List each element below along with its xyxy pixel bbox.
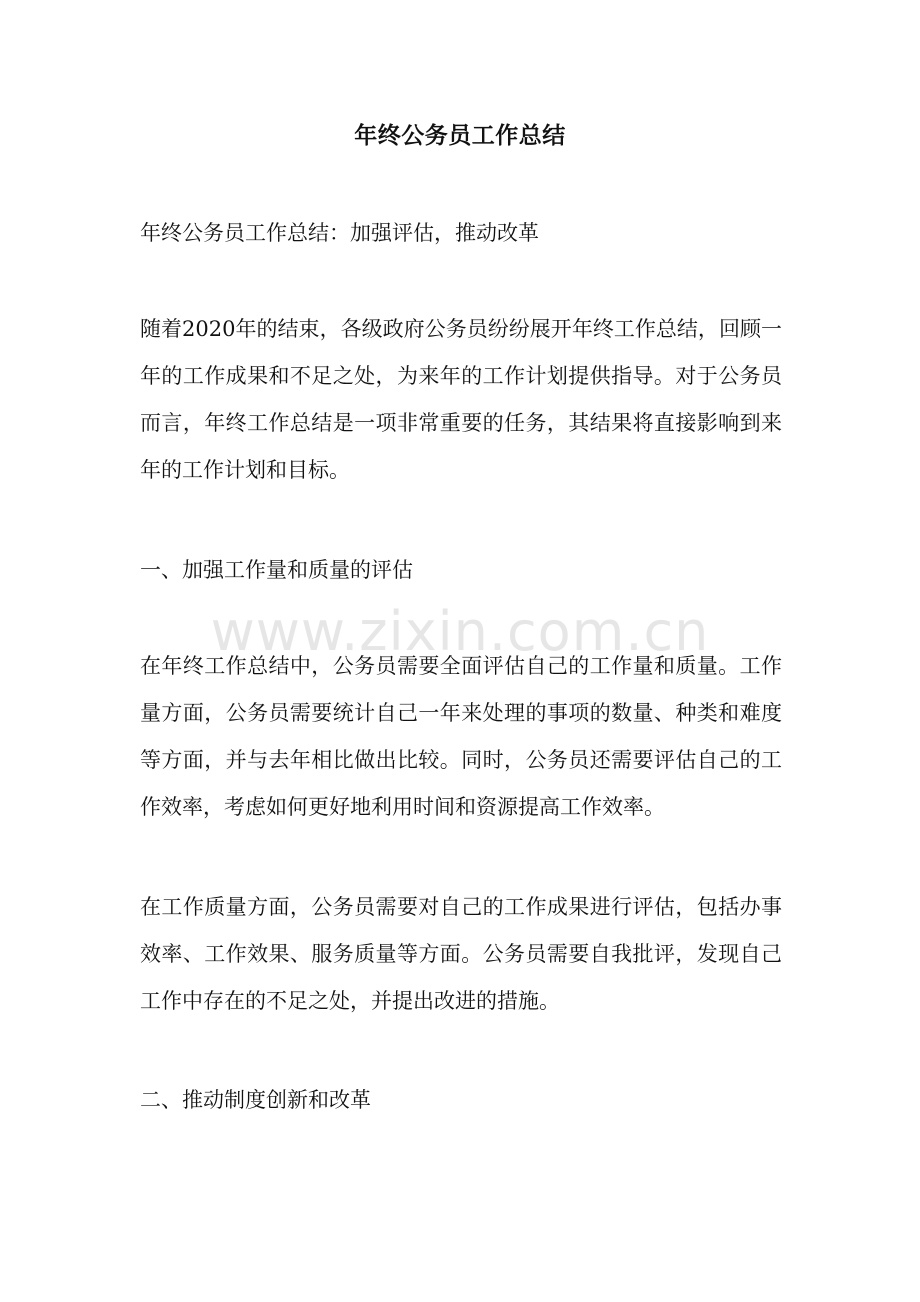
document-subtitle: 年终公务员工作总结：加强评估，推动改革: [140, 221, 539, 245]
section-heading-2: 二、推动制度创新和改革: [140, 1088, 371, 1112]
section-heading-1: 一、加强工作量和质量的评估: [140, 558, 413, 582]
watermark: www.zixin.com.cn: [210, 600, 710, 663]
paragraph-workload: 在年终工作总结中，公务员需要全面评估自己的工作量和质量。工作量方面，公务员需要统计自己一年来处理的事项的数量、种类和难度等方面，并与去年相比做出比较。同时，公务员还需要评估自己的工作效率，考虑如何更好地利用时间和资源提高工作效率。: [140, 654, 782, 819]
paragraph-intro: 随着2020年的结束，各级政府公务员纷纷展开年终工作总结，回顾一年的工作成果和不足之处，为来年的工作计划提供指导。对于公务员而言，年终工作总结是一项非常重要的任务，其结果将直接影响到来年的工作计划和目标。: [140, 317, 782, 482]
document-title: 年终公务员工作总结: [354, 123, 566, 149]
paragraph-quality: 在工作质量方面，公务员需要对自己的工作成果进行评估，包括办事效率、工作效果、服务质量等方面。公务员需要自我批评，发现自己工作中存在的不足之处，并提出改进的措施。: [140, 895, 782, 1013]
